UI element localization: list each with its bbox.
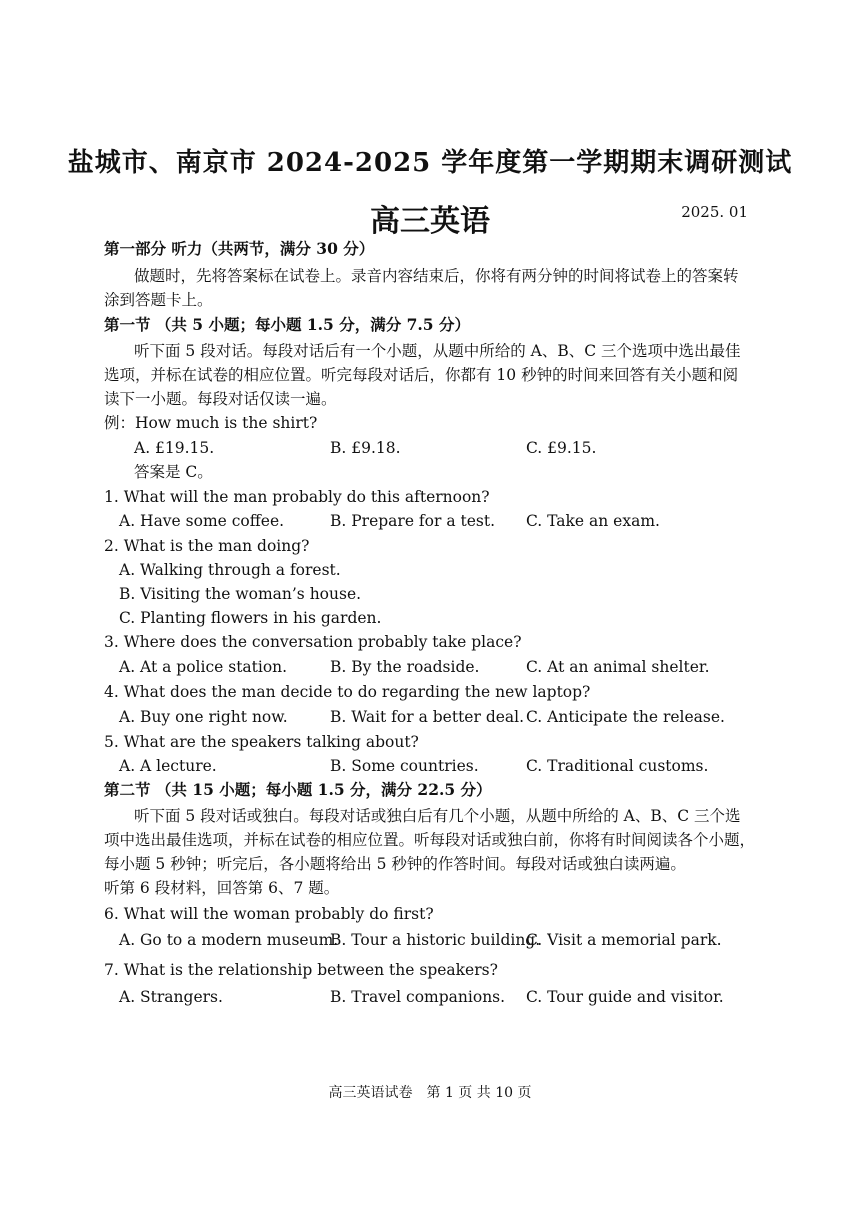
question-5: 5. What are the speakers talking about? — [104, 733, 419, 751]
example-option-a: A. £19.15. — [134, 439, 215, 457]
question-6-option-a: A. Go to a modern museum. — [119, 931, 339, 949]
question-2-option-c: C. Planting flowers in his garden. — [119, 609, 382, 627]
question-6-option-c: C. Visit a memorial park. — [526, 931, 722, 949]
question-7-option-b: B. Travel companions. — [330, 988, 506, 1006]
example-option-b: B. £9.18. — [330, 439, 401, 457]
question-2-option-b: B. Visiting the woman’s house. — [119, 585, 362, 603]
section2-instruction-line2: 项中选出最佳选项，并标在试卷的相应位置。听每段对话或独白前，你将有时间阅读各个小题， — [104, 831, 756, 849]
section1-instruction-line1: 听下面 5 段对话。每段对话后有一个小题，从题中所给的 A、B、C 三个选项中选出最佳 — [134, 342, 741, 360]
section1-heading: 第一节 （共 5 小题；每小题 1.5 分，满分 7.5 分） — [104, 315, 470, 334]
exam-subject: 高三英语 — [370, 204, 490, 239]
question-4-option-b: B. Wait for a better deal. — [330, 708, 525, 726]
question-1-option-b: B. Prepare for a test. — [330, 512, 496, 530]
question-5-option-a: A. A lecture. — [119, 757, 217, 775]
question-2-option-a: A. Walking through a forest. — [119, 561, 341, 579]
question-4-option-c: C. Anticipate the release. — [526, 708, 725, 726]
section2-instruction-line1: 听下面 5 段对话或独白。每段对话或独白后有几个小题，从题中所给的 A、B、C 三个选 — [134, 807, 741, 825]
part1-instruction-line1: 做题时，先将答案标在试卷上。录音内容结束后，你将有两分钟的时间将试卷上的答案转 — [134, 267, 739, 285]
question-7-option-c: C. Tour guide and visitor. — [526, 988, 724, 1006]
section1-instruction-line2: 选项，并标在试卷的相应位置。听完每段对话后，你都有 10 秒钟的时间来回答有关小题和阅 — [104, 366, 739, 384]
part1-heading: 第一部分 听力（共两节，满分 30 分） — [104, 239, 375, 258]
question-5-option-c: C. Traditional customs. — [526, 757, 709, 775]
example-answer: 答案是 C。 — [134, 463, 213, 481]
exam-date: 2025. 01 — [681, 203, 748, 221]
question-7: 7. What is the relationship between the speakers? — [104, 961, 498, 979]
exam-title: 盐城市、南京市 2024-2025 学年度第一学期期末调研测试 — [67, 148, 793, 178]
question-1-option-c: C. Take an exam. — [526, 512, 660, 530]
material-6-instruction: 听第 6 段材料，回答第 6、7 题。 — [104, 879, 340, 897]
question-3-option-c: C. At an animal shelter. — [526, 658, 710, 676]
question-1: 1. What will the man probably do this afternoon? — [104, 488, 490, 506]
question-4: 4. What does the man decide to do regarding the new laptop? — [104, 683, 591, 701]
section1-instruction-line3: 读下一小题。每段对话仅读一遍。 — [104, 390, 337, 408]
question-6-option-b: B. Tour a historic building. — [330, 931, 541, 949]
question-5-option-b: B. Some countries. — [330, 757, 479, 775]
part1-instruction-line2: 涂到答题卡上。 — [104, 291, 213, 309]
page-footer: 高三英语试卷 第 1 页 共 10 页 — [328, 1085, 532, 1101]
question-3-option-b: B. By the roadside. — [330, 658, 480, 676]
question-6: 6. What will the woman probably do first? — [104, 905, 434, 923]
question-7-option-a: A. Strangers. — [119, 988, 223, 1006]
question-4-option-a: A. Buy one right now. — [119, 708, 288, 726]
question-1-option-a: A. Have some coffee. — [119, 512, 285, 530]
example-question: 例：How much is the shirt? — [104, 414, 318, 432]
question-3: 3. Where does the conversation probably take place? — [104, 633, 522, 651]
section2-heading: 第二节 （共 15 小题；每小题 1.5 分，满分 22.5 分） — [104, 780, 492, 799]
section2-instruction-line3: 每小题 5 秒钟；听完后，各小题将给出 5 秒钟的作答时间。每段对话或独白读两遍。 — [104, 855, 686, 873]
question-2: 2. What is the man doing? — [104, 537, 310, 555]
example-option-c: C. £9.15. — [526, 439, 597, 457]
question-3-option-a: A. At a police station. — [119, 658, 288, 676]
